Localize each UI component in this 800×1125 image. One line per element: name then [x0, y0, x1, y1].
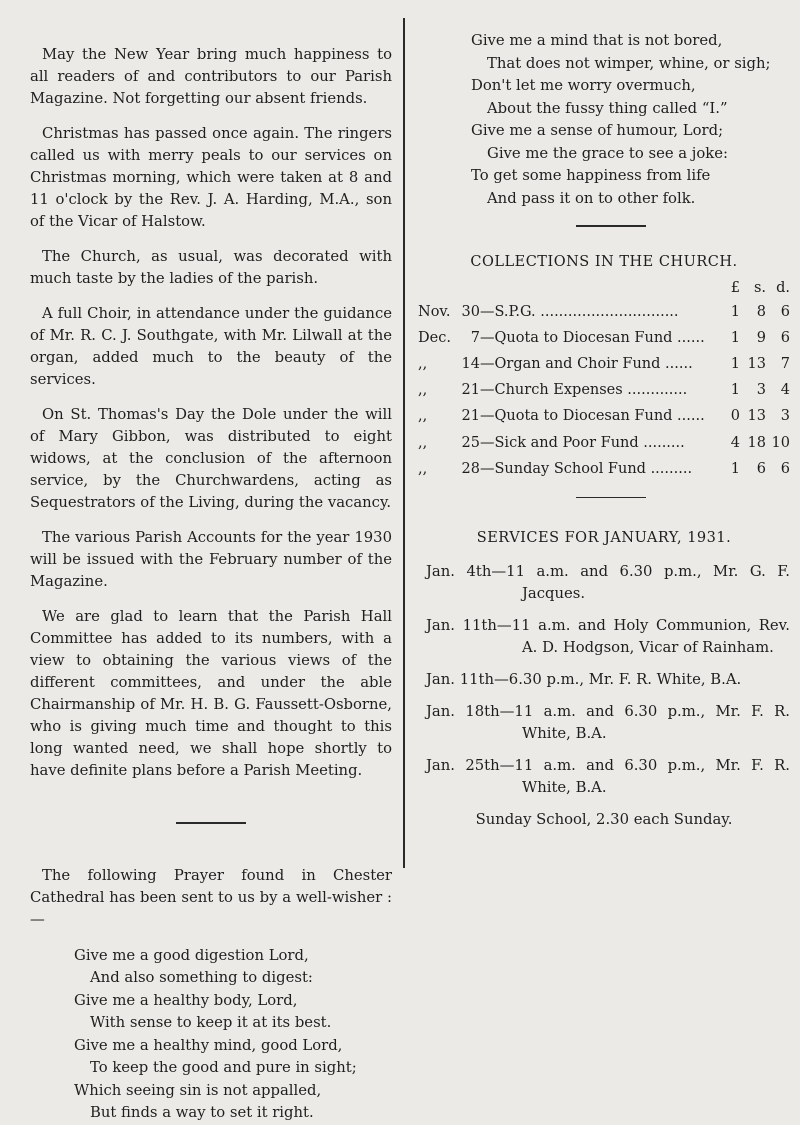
pounds-header: £	[730, 279, 740, 296]
table-row	[418, 377, 790, 403]
row-leader: ......	[672, 329, 705, 346]
row-day: 21	[461, 408, 480, 425]
row-shillings: 13	[747, 408, 766, 425]
sunday-school-note: Sunday School, 2.30 each Sunday.	[475, 811, 733, 829]
poem-line: Don't let me worry overmuch,	[471, 77, 696, 94]
collections-table	[418, 277, 790, 482]
service-entry: Jan. 11th—6.30 p.m., Mr. F. R. White, B.A.	[426, 671, 742, 689]
row-month: Dec.	[418, 329, 451, 346]
row-pounds: 1	[730, 460, 740, 477]
poem-line: Give me the grace to see a joke:	[487, 144, 729, 162]
row-pence: 10	[771, 434, 790, 451]
paragraph-dole: On St. Thomas's Day the Dole under the will of Mary Gibbon, was distributed to eight widows, at the conclusion of the afternoon service, by the Churchwardens, acting as Sequestrators of the Living, during the vacancy.	[30, 406, 392, 511]
table-row	[418, 325, 790, 351]
poem-line: To get some happiness from life	[471, 167, 711, 184]
row-pounds: 1	[730, 303, 740, 320]
row-description	[480, 403, 718, 429]
row-shillings: 18	[747, 434, 766, 451]
row-desc-text: —Sick and Poor Fund	[480, 434, 639, 451]
row-leader: .........	[645, 460, 693, 477]
row-leader: .........	[638, 434, 685, 451]
row-leader: ......	[672, 408, 705, 425]
row-description	[480, 325, 718, 351]
paragraph-christmas: Christmas has passed once again. The ringers called us with merry peals to our services on Christmas morning, which were taken at 8 and 11 o'clock by the Rev. J. A. Harding, M.A., son of the Vicar of Halstow.	[30, 125, 392, 230]
prayer-poem-part-2	[471, 30, 790, 210]
row-desc-text: —Quota to Diocesan Fund	[480, 408, 673, 425]
poem-line: Give me a sense of humour, Lord;	[471, 122, 724, 139]
row-shillings: 3	[756, 382, 766, 399]
row-pence: 6	[780, 329, 790, 346]
row-day: 14	[461, 355, 480, 372]
row-pence: 6	[780, 303, 790, 320]
service-entry: Jan. 18th—11 a.m. and 6.30 p.m., Mr. F. R. White, B.A.	[426, 703, 790, 743]
collections-heading: COLLECTIONS IN THE CHURCH.	[470, 253, 738, 270]
row-pence: 4	[780, 382, 790, 399]
row-pence: 7	[780, 355, 790, 372]
row-shillings: 9	[756, 329, 766, 346]
poem-line: About the fussy thing called “I.”	[487, 99, 728, 117]
poem-line: Give me a healthy mind, good Lord,	[74, 1036, 343, 1054]
row-shillings: 13	[747, 355, 766, 372]
column-divider	[403, 18, 405, 868]
row-shillings: 6	[756, 460, 766, 477]
table-row	[418, 429, 790, 455]
service-entry: Jan. 25th—11 a.m. and 6.30 p.m., Mr. F. R. White, B.A.	[426, 757, 790, 797]
row-month: Nov.	[418, 303, 451, 320]
row-desc-text: —S.P.G.	[480, 303, 536, 320]
row-desc-text: —Quota to Diocesan Fund	[480, 329, 673, 346]
poem-line: And also something to digest:	[90, 969, 313, 986]
row-pounds: 1	[730, 355, 740, 372]
row-leader: ..............................	[535, 303, 679, 320]
collections-header-row	[418, 277, 790, 299]
poem-line: That does not wimper, whine, or sigh;	[487, 54, 771, 72]
poem-line: Give me a healthy body, Lord,	[74, 991, 298, 1009]
row-pence: 3	[780, 408, 790, 425]
poem-line: And pass it on to other folk.	[487, 189, 696, 207]
row-pounds: 4	[730, 434, 740, 451]
row-description	[480, 299, 718, 325]
row-month: ,,	[418, 434, 428, 451]
prayer-poem-part-1	[74, 945, 392, 1125]
row-desc-text: —Organ and Choir Fund	[480, 355, 661, 372]
right-column	[418, 30, 790, 831]
pence-header: d.	[776, 279, 790, 296]
section-rule	[576, 225, 646, 227]
poem-line: Give me a mind that is not bored,	[471, 32, 723, 49]
row-description	[480, 351, 718, 377]
poem-line: To keep the good and pure in sight;	[90, 1059, 357, 1076]
row-day: 7	[470, 329, 480, 346]
row-day: 21	[461, 382, 480, 399]
row-desc-text: —Church Expenses	[480, 382, 623, 399]
row-description	[480, 456, 718, 482]
paragraph-accounts: The various Parish Accounts for the year 1930 will be issued with the February number of the Magazine.	[30, 529, 392, 590]
table-row	[418, 351, 790, 377]
row-pounds: 1	[730, 329, 740, 346]
row-day: 28	[461, 460, 480, 477]
prayer-intro: The following Prayer found in Chester Cathedral has been sent to us by a well-wisher :—	[30, 866, 392, 928]
table-row	[418, 299, 790, 325]
poem-line: But finds a way to set it right.	[90, 1104, 314, 1121]
left-column	[30, 44, 392, 1125]
paragraph-parish-hall: We are glad to learn that the Parish Hall Committee has added to its numbers, with a view to obtaining the various views of the different committees, and under the able Chairmanship of Mr. H. B. G. Faussett-Osborne, who is giving much time and thought to this long wanted need, we shall hope shortly to have definite plans before a Parish Meeting.	[30, 608, 392, 779]
row-pounds: 1	[730, 382, 740, 399]
row-pence: 6	[780, 460, 790, 477]
section-rule	[176, 822, 246, 824]
section-rule	[576, 497, 646, 499]
row-desc-text: —Sunday School Fund	[480, 460, 646, 477]
row-day: 25	[461, 434, 480, 451]
shillings-header: s.	[753, 279, 766, 296]
row-description	[480, 429, 718, 455]
row-leader: ......	[660, 355, 693, 372]
row-pounds: 0	[730, 408, 740, 425]
service-entry: Jan. 4th—11 a.m. and 6.30 p.m., Mr. G. F. Jacques.	[426, 563, 790, 603]
poem-line: Which seeing sin is not appalled,	[74, 1081, 322, 1099]
paragraph-decoration: The Church, as usual, was decorated with much taste by the ladies of the parish.	[30, 248, 392, 287]
row-month: ,,	[418, 460, 428, 477]
row-description	[480, 377, 718, 403]
service-entry: Jan. 11th—11 a.m. and Holy Communion, Rev. A. D. Hodgson, Vicar of Rainham.	[426, 617, 790, 657]
poem-line: Give me a good digestion Lord,	[74, 946, 309, 964]
row-month: ,,	[418, 408, 428, 425]
row-day: 30	[461, 303, 480, 320]
row-leader: .............	[622, 382, 688, 399]
paragraph-new-year: May the New Year bring much happiness to all readers of and contributors to our Parish Magazine. Not forgetting our absent friends.	[30, 46, 392, 107]
table-row	[418, 403, 790, 429]
table-row	[418, 456, 790, 482]
services-heading: SERVICES FOR JANUARY, 1931.	[476, 530, 732, 547]
paragraph-choir: A full Choir, in attendance under the guidance of Mr. R. C. J. Southgate, with Mr. Lilwall at the organ, added much to the beauty of the services.	[30, 305, 392, 388]
row-shillings: 8	[756, 303, 766, 320]
row-month: ,,	[418, 355, 428, 372]
poem-line: With sense to keep it at its best.	[90, 1014, 332, 1031]
row-month: ,,	[418, 382, 428, 399]
